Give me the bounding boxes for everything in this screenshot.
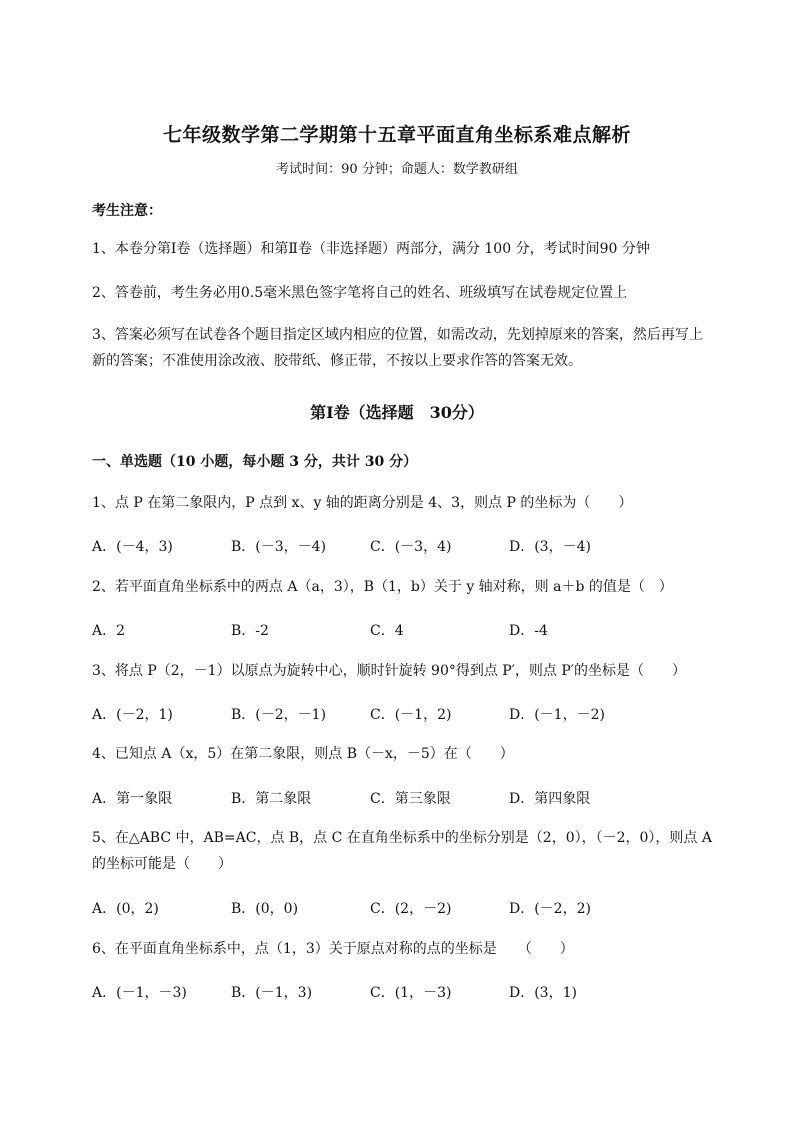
option-c: C．第三象限 xyxy=(370,791,451,807)
part-heading: 一、单选题（10 小题，每小题 3 分，共计 30 分） xyxy=(92,454,418,470)
option-a: A．(－4，3) xyxy=(92,539,173,555)
question-4: 4、已知点 A（x，5）在第二象限，则点 B（－x，－5）在（ ） xyxy=(92,746,514,762)
option-a: A．(－1，－3) xyxy=(92,985,187,1001)
notice-item: 3、答案必须写在试卷各个题目指定区域内相应的位置，如需改动，先划掉原来的答案，然后再写上新的答案；不准使用涂改液、胶带纸、修正带，不按以上要求作答的答案无效。 xyxy=(92,327,703,369)
option-c: C．(1，－3) xyxy=(370,985,452,1001)
options-row xyxy=(92,536,712,560)
question-3: 3、将点 P（2，－1）以原点为旋转中心，顺时针旋转 90°得到点 P′，则点 P′的坐标是（ ） xyxy=(92,663,686,679)
options-row xyxy=(92,704,712,728)
question-1: 1、点 P 在第二象限内，P 点到 x、y 轴的距离分别是 4、3，则点 P 的坐标为（ ） xyxy=(92,495,633,511)
question-2: 2、若平面直角坐标系中的两点 A（a，3），B（1，b）关于 y 轴对称，则 a＋b 的值是（ ） xyxy=(92,579,673,595)
option-c: C．(2，－2) xyxy=(370,901,452,917)
exam-info: 考试时间：90 分钟；命题人：数学教研组 xyxy=(276,162,518,177)
option-b: B．-2 xyxy=(231,623,269,639)
question-6: 6、在平面直角坐标系中，点（1，3）关于原点对称的点的坐标是 （ ） xyxy=(92,941,574,957)
option-a: A．(0，2) xyxy=(92,901,159,917)
options-row xyxy=(92,898,712,922)
option-c: C．4 xyxy=(370,623,404,639)
option-b: B．(－1，3) xyxy=(231,985,313,1001)
option-b: B．第二象限 xyxy=(231,791,312,807)
option-d: D．(－1，－2) xyxy=(509,707,605,723)
option-c: C．(－1，2) xyxy=(370,707,452,723)
options-row xyxy=(92,982,712,1006)
question-5: 5、在△ABC 中，AB=AC，点 B，点 C 在直角坐标系中的坐标分别是（2，0），（－2，0），则点 A 的坐标可能是（ ） xyxy=(92,830,712,872)
option-b: B．(－2，－1) xyxy=(231,707,327,723)
option-d: D．(3，－4) xyxy=(509,539,591,555)
notice-item: 2、答卷前，考生务必用0.5毫米黑色签字笔将自己的姓名、班级填写在试卷规定位置上 xyxy=(92,285,628,301)
option-c: C．(－3，4) xyxy=(370,539,452,555)
option-b: B．(0，0) xyxy=(231,901,299,917)
option-a: A．(－2，1) xyxy=(92,707,173,723)
section-title: 第Ⅰ卷（选择题 30分） xyxy=(310,403,484,422)
option-d: D．(－2，2) xyxy=(509,901,591,917)
option-b: B．(－3，－4) xyxy=(231,539,327,555)
option-a: A．第一象限 xyxy=(92,791,173,807)
options-row xyxy=(92,788,712,812)
option-d: D．(3，1) xyxy=(509,985,577,1001)
notice-item: 1、本卷分第Ⅰ卷（选择题）和第Ⅱ卷（非选择题）两部分，满分 100 分，考试时间90 分钟 xyxy=(92,241,650,257)
option-d: D．第四象限 xyxy=(509,791,591,807)
notice-heading: 考生注意： xyxy=(92,203,162,219)
option-a: A．2 xyxy=(92,623,126,639)
page-title: 七年级数学第二学期第十五章平面直角坐标系难点解析 xyxy=(162,124,631,146)
option-d: D．-4 xyxy=(509,623,548,639)
options-row xyxy=(92,620,712,644)
